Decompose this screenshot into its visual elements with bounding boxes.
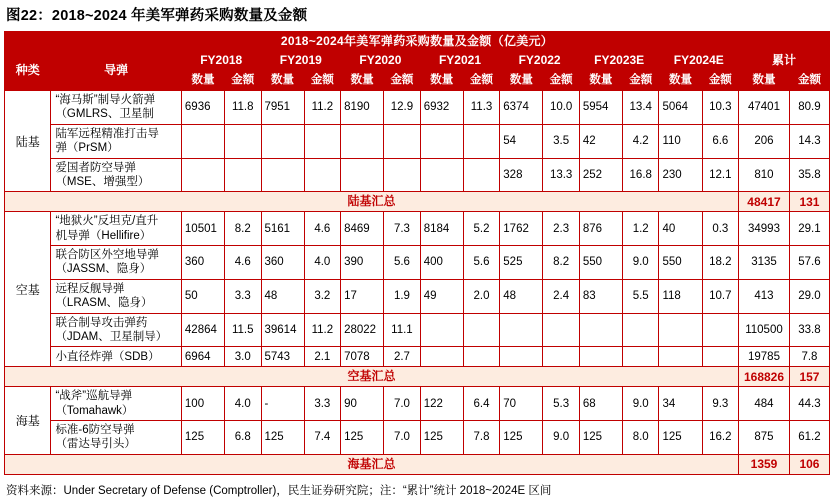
cell: 70 <box>500 387 543 421</box>
cell: 122 <box>420 387 463 421</box>
cell: 16.2 <box>702 421 738 455</box>
cell: 125 <box>659 421 702 455</box>
subtotal-amt-sea: 106 <box>789 454 829 474</box>
cell <box>225 158 261 192</box>
cell: 6374 <box>500 91 543 125</box>
cell <box>463 313 499 347</box>
cell <box>702 347 738 367</box>
cell: 525 <box>500 246 543 280</box>
cell: 10501 <box>181 212 224 246</box>
cell: 7.4 <box>304 421 340 455</box>
cell: 12.9 <box>384 91 420 125</box>
missile-name-line2: （LRASM、隐身） <box>55 297 153 310</box>
subcol-qty-fy2018: 数量 <box>181 71 224 91</box>
cell: 1.2 <box>622 212 658 246</box>
cell: 10.7 <box>702 279 738 313</box>
cell <box>341 158 384 192</box>
cell: 8184 <box>420 212 463 246</box>
subcol-qty-fy2023e: 数量 <box>579 71 622 91</box>
col-header-fy2023e: FY2023E <box>579 51 659 71</box>
cell: 6.4 <box>463 387 499 421</box>
cell <box>384 124 420 158</box>
cell: 48 <box>500 279 543 313</box>
cell: 4.0 <box>304 246 340 280</box>
cell <box>579 313 622 347</box>
cell <box>384 158 420 192</box>
cell: 18.2 <box>702 246 738 280</box>
cell: 360 <box>261 246 304 280</box>
missile-name-line1: 标准-6防空导弹 <box>55 424 135 436</box>
cell: 9.0 <box>543 421 579 455</box>
missile-name-line2: （雷达导引头） <box>55 438 136 451</box>
cell: 125 <box>261 421 304 455</box>
subcol-amt-fy2023e: 金额 <box>622 71 658 91</box>
subcol-amt-fy2021: 金额 <box>463 71 499 91</box>
subcol-qty-fy2020: 数量 <box>341 71 384 91</box>
cell <box>543 313 579 347</box>
cell <box>702 313 738 347</box>
cell: 125 <box>500 421 543 455</box>
cell: 100 <box>181 387 224 421</box>
cell: 118 <box>659 279 702 313</box>
cell: 7.8 <box>789 347 829 367</box>
cell: 13.4 <box>622 91 658 125</box>
cell: 16.8 <box>622 158 658 192</box>
cell: 42 <box>579 124 622 158</box>
cell: 413 <box>739 279 790 313</box>
subcol-amt-fy2022: 金额 <box>543 71 579 91</box>
source-note: 资料来源：Under Secretary of Defense (Comptroller)，民生证券研究院；注：“累计”统计 2018~2024E 区间 <box>6 484 552 497</box>
subtotal-amt-air: 157 <box>789 367 829 387</box>
cell: 11.1 <box>384 313 420 347</box>
cell: 8469 <box>341 212 384 246</box>
col-header-fy2019: FY2019 <box>261 51 341 71</box>
cell: 3.0 <box>225 347 261 367</box>
cell <box>463 158 499 192</box>
cell: 11.2 <box>304 313 340 347</box>
cell <box>500 347 543 367</box>
missile-name <box>51 313 181 347</box>
cell: 110 <box>659 124 702 158</box>
cell: 6.6 <box>702 124 738 158</box>
col-header-category: 种类 <box>5 51 51 91</box>
col-header-fy2024e: FY2024E <box>659 51 739 71</box>
subcol-amt-total: 金额 <box>789 71 829 91</box>
col-header-total: 累计 <box>739 51 830 71</box>
cell: 54 <box>500 124 543 158</box>
cell <box>420 313 463 347</box>
missile-name-line2: （GMLRS、卫星制 <box>55 108 154 121</box>
table-row <box>5 158 830 192</box>
cell: 40 <box>659 212 702 246</box>
cell <box>225 124 261 158</box>
cell: - <box>261 387 304 421</box>
figure-title: 图22：2018~2024 年美军弹药采购数量及金额 <box>6 8 308 24</box>
cell: 29.0 <box>789 279 829 313</box>
cell: 5161 <box>261 212 304 246</box>
cell: 252 <box>579 158 622 192</box>
missile-name-line2: 弹（PrSM） <box>55 142 119 155</box>
cell: 5.6 <box>463 246 499 280</box>
cell: 230 <box>659 158 702 192</box>
table-row <box>5 347 830 367</box>
ammo-procurement-table <box>4 31 830 475</box>
cell: 80.9 <box>789 91 829 125</box>
cell: 8190 <box>341 91 384 125</box>
cell: 5743 <box>261 347 304 367</box>
cell: 7951 <box>261 91 304 125</box>
subcol-qty-total: 数量 <box>739 71 790 91</box>
cell: 90 <box>341 387 384 421</box>
subtotal-label-air: 空基汇总 <box>5 367 739 387</box>
cell: 3.2 <box>304 279 340 313</box>
cell: 5954 <box>579 91 622 125</box>
cell: 8.0 <box>622 421 658 455</box>
table-row <box>5 91 830 125</box>
cell: 7078 <box>341 347 384 367</box>
category-land: 陆基 <box>5 91 51 192</box>
missile-name <box>51 421 181 455</box>
cell: 11.8 <box>225 91 261 125</box>
cell: 2.1 <box>304 347 340 367</box>
cell: 7.0 <box>384 387 420 421</box>
cell <box>341 124 384 158</box>
cell: 9.0 <box>622 387 658 421</box>
cell: 7.3 <box>384 212 420 246</box>
cell: 876 <box>579 212 622 246</box>
category-air: 空基 <box>5 212 51 367</box>
header-row-years <box>5 51 830 71</box>
subtotal-qty-sea: 1359 <box>739 454 790 474</box>
missile-name-line1: 联合制导攻击弹药 <box>55 316 148 329</box>
col-header-fy2021: FY2021 <box>420 51 500 71</box>
cell <box>622 313 658 347</box>
cell: 29.1 <box>789 212 829 246</box>
subtotal-qty-land: 48417 <box>739 192 790 212</box>
cell: 5064 <box>659 91 702 125</box>
cell: 484 <box>739 387 790 421</box>
cell: 5.6 <box>384 246 420 280</box>
missile-name <box>51 158 181 192</box>
cell: 875 <box>739 421 790 455</box>
missile-name <box>51 347 181 367</box>
cell: 44.3 <box>789 387 829 421</box>
cell: 2.0 <box>463 279 499 313</box>
cell: 11.2 <box>304 91 340 125</box>
cell: 13.3 <box>543 158 579 192</box>
cell: 8.2 <box>225 212 261 246</box>
missile-name-line2: （MSE、增强型） <box>55 175 150 188</box>
missile-name <box>51 387 181 421</box>
cell: 3135 <box>739 246 790 280</box>
cell <box>579 347 622 367</box>
missile-name <box>51 212 181 246</box>
missile-name <box>51 246 181 280</box>
col-header-fy2018: FY2018 <box>181 51 261 71</box>
cell <box>420 158 463 192</box>
subtotal-row-land <box>5 192 830 212</box>
cell: 6.8 <box>225 421 261 455</box>
cell: 390 <box>341 246 384 280</box>
cell: 10.0 <box>543 91 579 125</box>
cell: 0.3 <box>702 212 738 246</box>
cell <box>500 313 543 347</box>
cell: 125 <box>341 421 384 455</box>
subcol-amt-fy2020: 金额 <box>384 71 420 91</box>
subtotal-row-air <box>5 367 830 387</box>
cell <box>659 347 702 367</box>
subcol-amt-fy2024e: 金额 <box>702 71 738 91</box>
subcol-amt-fy2018: 金额 <box>225 71 261 91</box>
cell: 6964 <box>181 347 224 367</box>
cell: 4.6 <box>225 246 261 280</box>
cell: 83 <box>579 279 622 313</box>
cell: 49 <box>420 279 463 313</box>
cell: 17 <box>341 279 384 313</box>
cell: 19785 <box>739 347 790 367</box>
table-row <box>5 212 830 246</box>
subcol-qty-fy2021: 数量 <box>420 71 463 91</box>
cell: 3.5 <box>543 124 579 158</box>
missile-name-line1: 小直径炸弹（SDB） <box>55 350 160 363</box>
cell: 2.7 <box>384 347 420 367</box>
cell: 125 <box>579 421 622 455</box>
table-banner: 2018~2024年美军弹药采购数量及金额（亿美元） <box>5 32 830 51</box>
cell <box>659 313 702 347</box>
cell: 57.6 <box>789 246 829 280</box>
missile-name-line2: 机导弹（Hellifire） <box>55 229 152 242</box>
cell <box>463 124 499 158</box>
cell: 34993 <box>739 212 790 246</box>
cell: 34 <box>659 387 702 421</box>
missile-name-line1: 陆军远程精准打击导 <box>55 127 159 140</box>
cell: 3.3 <box>225 279 261 313</box>
subtotal-label-land: 陆基汇总 <box>5 192 739 212</box>
subtotal-qty-air: 168826 <box>739 367 790 387</box>
cell <box>543 347 579 367</box>
cell: 3.3 <box>304 387 340 421</box>
cell: 5.5 <box>622 279 658 313</box>
table-row <box>5 124 830 158</box>
cell: 1.9 <box>384 279 420 313</box>
table-row <box>5 421 830 455</box>
cell <box>420 124 463 158</box>
table-row <box>5 387 830 421</box>
cell <box>261 124 304 158</box>
cell: 9.3 <box>702 387 738 421</box>
missile-name-line1: “地狱火”反坦克/直升 <box>55 215 159 228</box>
table-banner-row <box>5 32 830 51</box>
cell: 33.8 <box>789 313 829 347</box>
cell: 4.2 <box>622 124 658 158</box>
cell: 12.1 <box>702 158 738 192</box>
cell: 810 <box>739 158 790 192</box>
cell: 9.0 <box>622 246 658 280</box>
cell: 6936 <box>181 91 224 125</box>
cell: 1762 <box>500 212 543 246</box>
subtotal-amt-land: 131 <box>789 192 829 212</box>
cell <box>463 347 499 367</box>
cell <box>181 158 224 192</box>
table-row <box>5 246 830 280</box>
cell: 8.2 <box>543 246 579 280</box>
cell <box>261 158 304 192</box>
cell: 400 <box>420 246 463 280</box>
missile-name-line1: 联合防区外空地导弹 <box>55 249 159 261</box>
cell: 4.6 <box>304 212 340 246</box>
cell: 28022 <box>341 313 384 347</box>
missile-name-line1: “海马斯”制导火箭弹 <box>55 94 156 106</box>
cell: 14.3 <box>789 124 829 158</box>
cell: 39614 <box>261 313 304 347</box>
cell: 125 <box>181 421 224 455</box>
cell: 4.0 <box>225 387 261 421</box>
cell: 10.3 <box>702 91 738 125</box>
cell: 7.0 <box>384 421 420 455</box>
cell: 7.8 <box>463 421 499 455</box>
missile-name-line2: （JASSM、隐身） <box>55 263 152 276</box>
col-header-fy2022: FY2022 <box>500 51 580 71</box>
cell: 206 <box>739 124 790 158</box>
cell <box>181 124 224 158</box>
cell: 50 <box>181 279 224 313</box>
cell: 42864 <box>181 313 224 347</box>
cell: 47401 <box>739 91 790 125</box>
cell: 48 <box>261 279 304 313</box>
cell <box>304 158 340 192</box>
cell: 2.3 <box>543 212 579 246</box>
cell: 5.3 <box>543 387 579 421</box>
missile-name-line2: （JDAM、卫星制导） <box>55 330 168 343</box>
missile-name-line1: 远程反舰导弹 <box>55 282 125 295</box>
cell: 6932 <box>420 91 463 125</box>
subtotal-row-sea <box>5 454 830 474</box>
cell: 5.2 <box>463 212 499 246</box>
cell: 360 <box>181 246 224 280</box>
table-row <box>5 279 830 313</box>
table-row <box>5 313 830 347</box>
cell: 125 <box>420 421 463 455</box>
cell: 550 <box>579 246 622 280</box>
missile-name <box>51 91 181 125</box>
missile-name-line1: 爱国者防空导弹 <box>55 161 136 174</box>
subcol-amt-fy2019: 金额 <box>304 71 340 91</box>
col-header-missile: 导弹 <box>51 51 181 91</box>
cell: 68 <box>579 387 622 421</box>
cell <box>622 347 658 367</box>
col-header-fy2020: FY2020 <box>341 51 421 71</box>
subtotal-label-sea: 海基汇总 <box>5 454 739 474</box>
subcol-qty-fy2019: 数量 <box>261 71 304 91</box>
subcol-qty-fy2022: 数量 <box>500 71 543 91</box>
missile-name <box>51 279 181 313</box>
cell: 110500 <box>739 313 790 347</box>
cell: 35.8 <box>789 158 829 192</box>
subcol-qty-fy2024e: 数量 <box>659 71 702 91</box>
cell: 11.5 <box>225 313 261 347</box>
cell <box>304 124 340 158</box>
missile-name <box>51 124 181 158</box>
missile-name-line1: “战斧”巡航导弹 <box>55 390 133 403</box>
missile-name-line2: （Tomahawk） <box>55 404 134 417</box>
cell <box>420 347 463 367</box>
cell: 11.3 <box>463 91 499 125</box>
cell: 2.4 <box>543 279 579 313</box>
category-sea: 海基 <box>5 387 51 455</box>
cell: 328 <box>500 158 543 192</box>
cell: 61.2 <box>789 421 829 455</box>
cell: 550 <box>659 246 702 280</box>
